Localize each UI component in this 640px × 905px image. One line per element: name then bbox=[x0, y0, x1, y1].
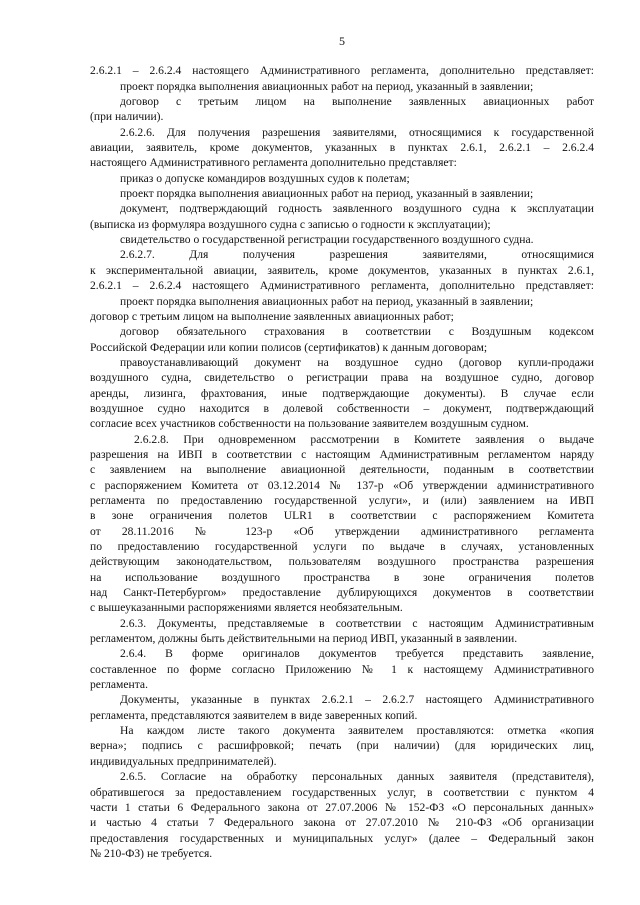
text-line: обратившегося за предоставлением государственных услуг, в соответствии с пунктом 4 bbox=[90, 785, 594, 799]
text-line: регламента, представляются заявителем в виде заверенных копий. bbox=[90, 708, 418, 722]
text-line: настоящего Административного регламента дополнительно представляет: bbox=[90, 156, 457, 170]
text-line: части 1 статьи 6 Федерального закона от 27.07.2006 № 152-ФЗ «О персональных данных» bbox=[90, 800, 594, 814]
text-line: на использование воздушного пространства в зоне ограничения полетов bbox=[90, 570, 594, 584]
text-line: с заявлением на выполнение авиационной деятельности, поданным в соответствии bbox=[90, 463, 594, 477]
page-number: 5 bbox=[339, 34, 345, 48]
text-line: аренды, лизинга, фрахтования, иные подтверждающие документы). В случае если bbox=[90, 386, 594, 400]
text-line: в зоне ограничения полетов ULR1 в соответствии с распоряжением Комитета bbox=[90, 509, 594, 523]
text-line: проект порядка выполнения авиационных работ на период, указанный в заявлении; bbox=[120, 294, 534, 308]
text-line: правоустанавливающий документ на воздушное судно (договор купли-продажи bbox=[120, 355, 594, 369]
text-line: Российской Федерации или копии полисов (сертификатов) к данным договорам; bbox=[90, 340, 488, 354]
text-line: 2.6.2.7. Для получения разрешения заявителями, относящимися bbox=[120, 248, 594, 262]
text-line: проект порядка выполнения авиационных работ на период, указанный в заявлении; bbox=[120, 79, 534, 93]
text-line: регламентом, должны быть действительными на период ИВП, указанный в заявлении. bbox=[90, 632, 518, 646]
text-line: приказ о допуске командиров воздушных судов к полетам; bbox=[120, 171, 410, 185]
text-line: 2.6.2.6. Для получения разрешения заявителями, относящимися к государственной bbox=[120, 125, 594, 139]
text-line: над Санкт-Петербургом» предоставление дублирующихся документов в соответствии bbox=[90, 586, 594, 600]
text-line: верна»; подпись с расшифровкой; печать (при наличии) (для юридических лиц, bbox=[90, 739, 594, 753]
text-line: договор обязательного страхования в соответствии с Воздушным кодексом bbox=[120, 325, 594, 339]
text-line: по предоставлению государственной услуги по выдаче в случаях, установленных bbox=[90, 540, 594, 553]
document-body bbox=[90, 63, 594, 861]
text-line: разрешения на ИВП в соответствии с настоящим Административным регламентом наряду bbox=[90, 447, 594, 461]
text-line: Документы, указанные в пунктах 2.6.2.1 – 2.6.2.7 настоящего Административного bbox=[120, 693, 594, 707]
text-line: 2.6.2.1 – 2.6.2.4 настоящего Административного регламента, дополнительно представляет: bbox=[90, 279, 594, 293]
text-line: 2.6.3. Документы, представляемые в соответствии с настоящим Административным bbox=[120, 616, 594, 630]
text-line: 2.6.2.8. При одновременном рассмотрении в Комитете заявления о выдаче bbox=[134, 432, 594, 446]
text-line: от 28.11.2016 № 123-р «Об утверждении административного регламента bbox=[90, 524, 594, 538]
text-line: к экспериментальной авиации, заявитель, кроме документов, указанных в пунктах 2.6.1, bbox=[90, 263, 594, 277]
text-line: воздушного судна, свидетельство о регистрации права на воздушное судно, договор bbox=[90, 371, 594, 385]
text-line: с вышеуказанными распоряжениями является необязательным. bbox=[90, 601, 403, 615]
text-line: составленное по форме согласно Приложению № 1 к настоящему Административного bbox=[90, 662, 594, 676]
text-line: регламента по предоставлению государственной услуги», и (или) заявлением на ИВП bbox=[90, 493, 594, 507]
text-line: № 210-ФЗ) не требуется. bbox=[90, 846, 213, 860]
text-line: предоставления государственных и муниципальных услуг» (далее – Федеральный закон bbox=[90, 831, 594, 845]
text-line: На каждом листе такого документа заявителем проставляются: отметка «копия bbox=[120, 724, 594, 738]
text-line: воздушное судно находится в долевой собственности – документ, подтверждающий bbox=[90, 401, 594, 415]
text-line: индивидуальных предпринимателей). bbox=[90, 754, 277, 768]
text-line: (выписка из формуляра воздушного судна с записью о годности к эксплуатации); bbox=[90, 217, 491, 231]
text-line: 2.6.2.1 – 2.6.2.4 настоящего Административного регламента, дополнительно представляет: bbox=[90, 64, 594, 78]
text-line: действующим законодательством, пользователям воздушного пространства разрешения bbox=[90, 555, 594, 569]
text-line: с распоряжением Комитета от 03.12.2014 № 137-р «Об утверждении административного bbox=[90, 478, 594, 492]
text-line: документ, подтверждающий годность заявленного воздушного судна к эксплуатации bbox=[120, 202, 594, 216]
text-line: 2.6.5. Согласие на обработку персональных данных заявителя (представителя), bbox=[120, 770, 594, 784]
text-line: авиации, заявитель, кроме документов, указанных в пунктах 2.6.1, 2.6.2.1 – 2.6.2.4 bbox=[90, 141, 594, 155]
text-line: регламента. bbox=[90, 678, 148, 692]
text-line: и частью 4 статьи 7 Федерального закона от 27.07.2010 № 210-ФЗ «Об организации bbox=[90, 816, 594, 830]
text-line: согласие всех участников собственности на пользование заявителем воздушным судном. bbox=[90, 417, 529, 431]
text-line: (при наличии). bbox=[90, 110, 164, 124]
text-line: проект порядка выполнения авиационных работ на период, указанный в заявлении; bbox=[120, 187, 534, 201]
text-line: договор с третьим лицом на выполнение заявленных авиационных работ bbox=[120, 95, 594, 109]
text-line: договор с третьим лицом на выполнение заявленных авиационных работ; bbox=[90, 309, 454, 323]
text-line: 2.6.4. В форме оригиналов документов требуется представить заявление, bbox=[120, 647, 594, 661]
text-line: свидетельство о государственной регистрации государственного воздушного судна. bbox=[120, 233, 534, 247]
